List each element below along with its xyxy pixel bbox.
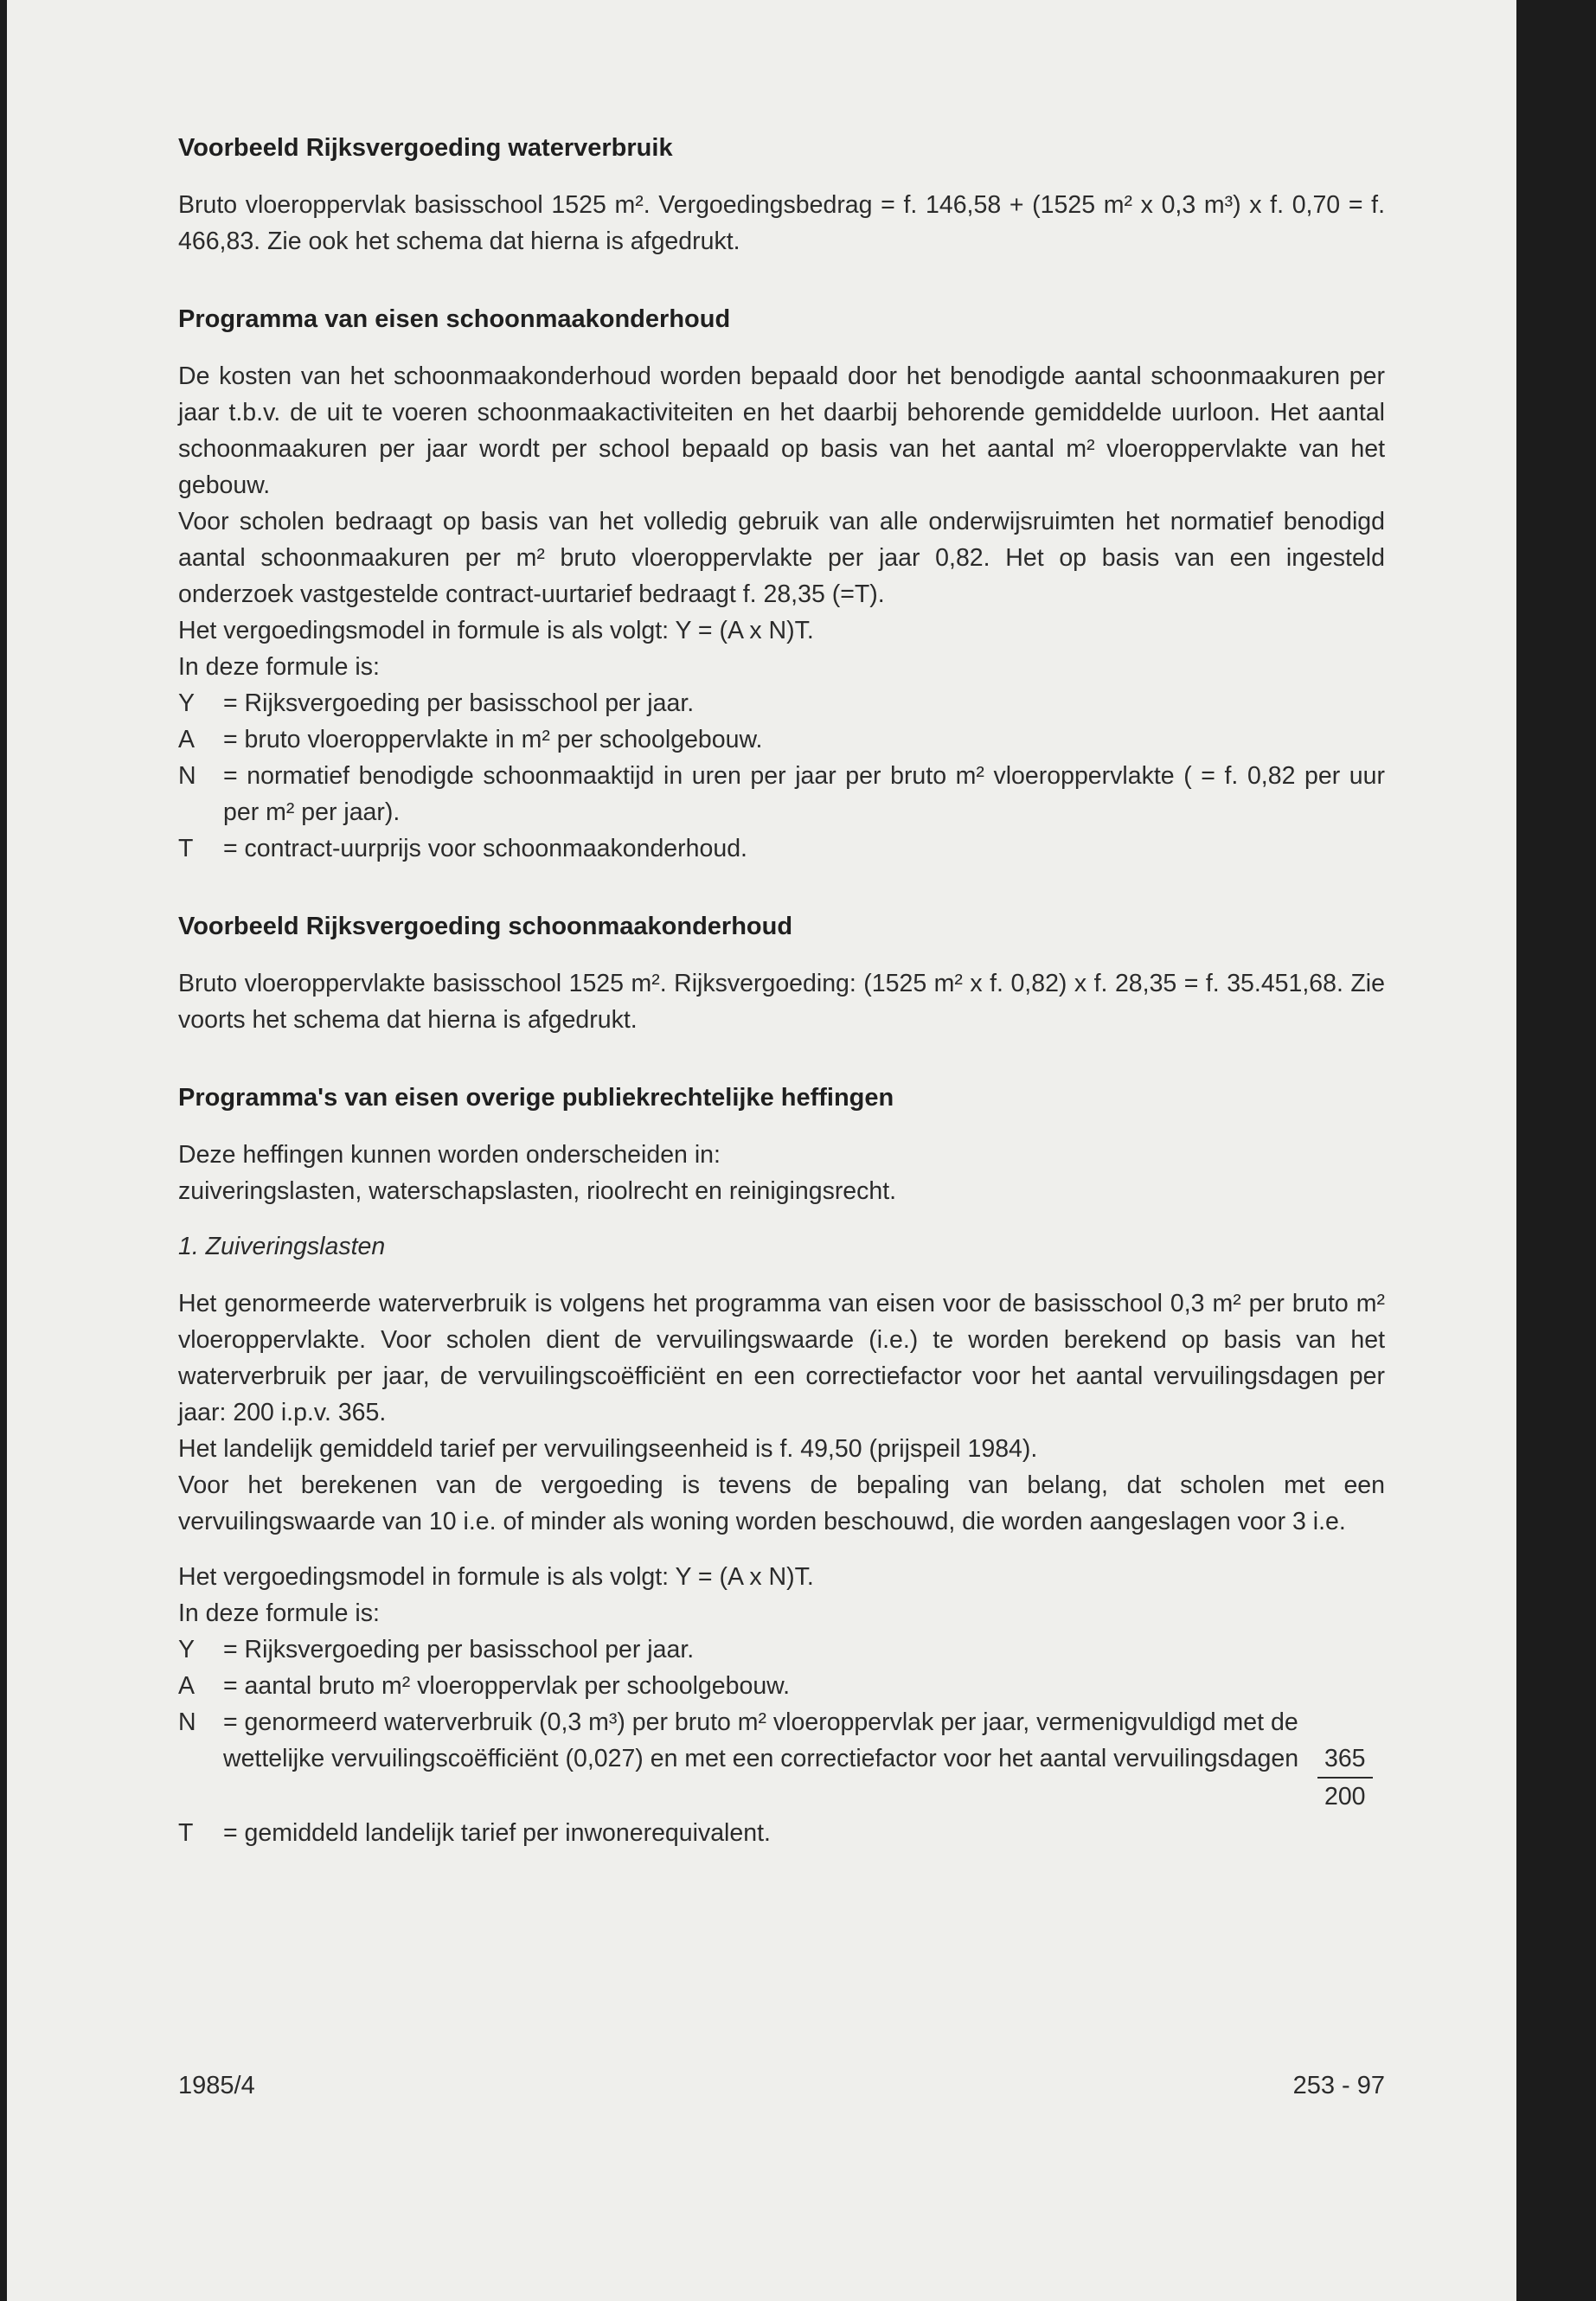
paragraph: Deze heffingen kunnen worden onderscheiden in:	[178, 1141, 721, 1169]
definition-symbol: N	[178, 1708, 196, 1736]
heading: Programma van eisen schoonmaakonderhoud	[178, 305, 731, 333]
definition-text: = gemiddeld landelijk tarief per inwonerequivalent.	[223, 1819, 771, 1847]
definition-symbol: Y	[178, 1636, 195, 1663]
definition-row	[178, 1631, 1385, 1668]
definition-row	[178, 721, 1385, 758]
definition-text: = bruto vloeroppervlakte in m² per schoolgebouw.	[223, 726, 763, 753]
section-cleaning-requirements	[178, 301, 1385, 867]
definition-symbol: Y	[178, 689, 195, 717]
heading: Programma's van eisen overige publiekrechtelijke heffingen	[178, 1084, 894, 1112]
paragraph: Het landelijk gemiddeld tarief per vervuilingseenheid is f. 49,50 (prijspeil 1984).	[178, 1435, 1038, 1463]
paragraph: Voor scholen bedraagt op basis van het volledig gebruik van alle onderwijsruimten het normatief benodigd aantal schoonmaakuren per m² bruto vloeroppervlakte per jaar 0,82. Het op basis van een ingesteld onderzoek vastgestelde contract-uurtarief bedraagt f. 28,35 (=T).	[178, 508, 1385, 608]
fraction	[1317, 1740, 1373, 1815]
definition-row	[178, 1704, 1385, 1815]
section-example-cleaning	[178, 908, 1385, 1038]
paragraph: In deze formule is:	[178, 653, 380, 681]
paragraph: Het vergoedingsmodel in formule is als volgt: Y = (A x N)T.	[178, 617, 814, 644]
fraction-numerator: 365	[1317, 1740, 1373, 1779]
definition-symbol: N	[178, 762, 196, 790]
paragraph: Voor het berekenen van de vergoeding is tevens de bepaling van belang, dat scholen met een vervuilingswaarde van 10 i.e. of minder als woning worden beschouwd, die worden aangeslagen voor 3 i.e.	[178, 1471, 1385, 1535]
heading: Voorbeeld Rijksvergoeding waterverbruik	[178, 134, 673, 162]
definition-text-with-fraction	[223, 1704, 1385, 1815]
paragraph: Bruto vloeroppervlak basisschool 1525 m². Vergoedingsbedrag = f. 146,58 + (1525 m² x 0,3 m³) x f. 0,70 = f. 466,83. Zie ook het schema dat hierna is afgedrukt.	[178, 191, 1385, 255]
definition-symbol: A	[178, 726, 195, 753]
page-content	[178, 130, 1385, 1893]
paragraph: Het vergoedingsmodel in formule is als volgt: Y = (A x N)T.	[178, 1563, 814, 1591]
paragraph: zuiveringslasten, waterschapslasten, rioolrecht en reinigingsrecht.	[178, 1177, 897, 1205]
subheading: 1. Zuiveringslasten	[178, 1233, 386, 1260]
edition-label: 1985/4	[178, 2072, 255, 2099]
definition-symbol: T	[178, 1819, 194, 1847]
document-page	[7, 0, 1516, 2301]
definition-row	[178, 830, 1385, 867]
page-number: 253 - 97	[1292, 2072, 1385, 2099]
page-footer	[178, 2072, 1385, 2100]
section-example-water	[178, 130, 1385, 260]
definition-row	[178, 685, 1385, 721]
paragraph: Het genormeerde waterverbruik is volgens het programma van eisen voor de basisschool 0,3 m² per bruto m² vloeroppervlakte. Voor scholen dient de vervuilingswaarde (i.e.) te worden berekend op basis van het waterverbruik per jaar, de vervuilingscoëfficiënt en een correctiefactor voor het aantal vervuilingsdagen per jaar: 200 i.p.v. 365.	[178, 1290, 1385, 1426]
paragraph: In deze formule is:	[178, 1599, 380, 1627]
paragraph: De kosten van het schoonmaakonderhoud worden bepaald door het benodigde aantal schoonmaakuren per jaar t.b.v. de uit te voeren schoonmaakactiviteiten en het daarbij behorende gemiddelde uurloon. Het aantal schoonmaakuren per jaar wordt per school bepaald op basis van het aantal m² vloeroppervlakte van het gebouw.	[178, 362, 1385, 499]
definition-text: = Rijksvergoeding per basisschool per jaar.	[223, 689, 695, 717]
definition-symbol: A	[178, 1672, 195, 1700]
definition-row	[178, 1668, 1385, 1704]
heading: Voorbeeld Rijksvergoeding schoonmaakonderhoud	[178, 913, 793, 940]
definition-text: = genormeerd waterverbruik (0,3 m³) per bruto m² vloeroppervlak per jaar, vermenigvuldigd met de wettelijke vervuilingscoëfficiënt (0,027) en met een correctiefactor voor het aantal vervuilingsdagen	[223, 1708, 1299, 1772]
definition-text: = Rijksvergoeding per basisschool per jaar.	[223, 1636, 695, 1663]
definition-text: = aantal bruto m² vloeroppervlak per schoolgebouw.	[223, 1672, 791, 1700]
definition-row	[178, 758, 1385, 830]
definition-symbol: T	[178, 835, 194, 862]
definition-row	[178, 1815, 1385, 1851]
section-other-levies	[178, 1080, 1385, 1851]
fraction-denominator: 200	[1324, 1783, 1366, 1811]
paragraph: Bruto vloeroppervlakte basisschool 1525 m². Rijksvergoeding: (1525 m² x f. 0,82) x f. 28,35 = f. 35.451,68. Zie voorts het schema dat hierna is afgedrukt.	[178, 970, 1385, 1034]
definition-text: = normatief benodigde schoonmaaktijd in uren per jaar per bruto m² vloeroppervlakte ( = f. 0,82 per uur per m² per jaar).	[223, 762, 1385, 826]
definition-text: = contract-uurprijs voor schoonmaakonderhoud.	[223, 835, 747, 862]
